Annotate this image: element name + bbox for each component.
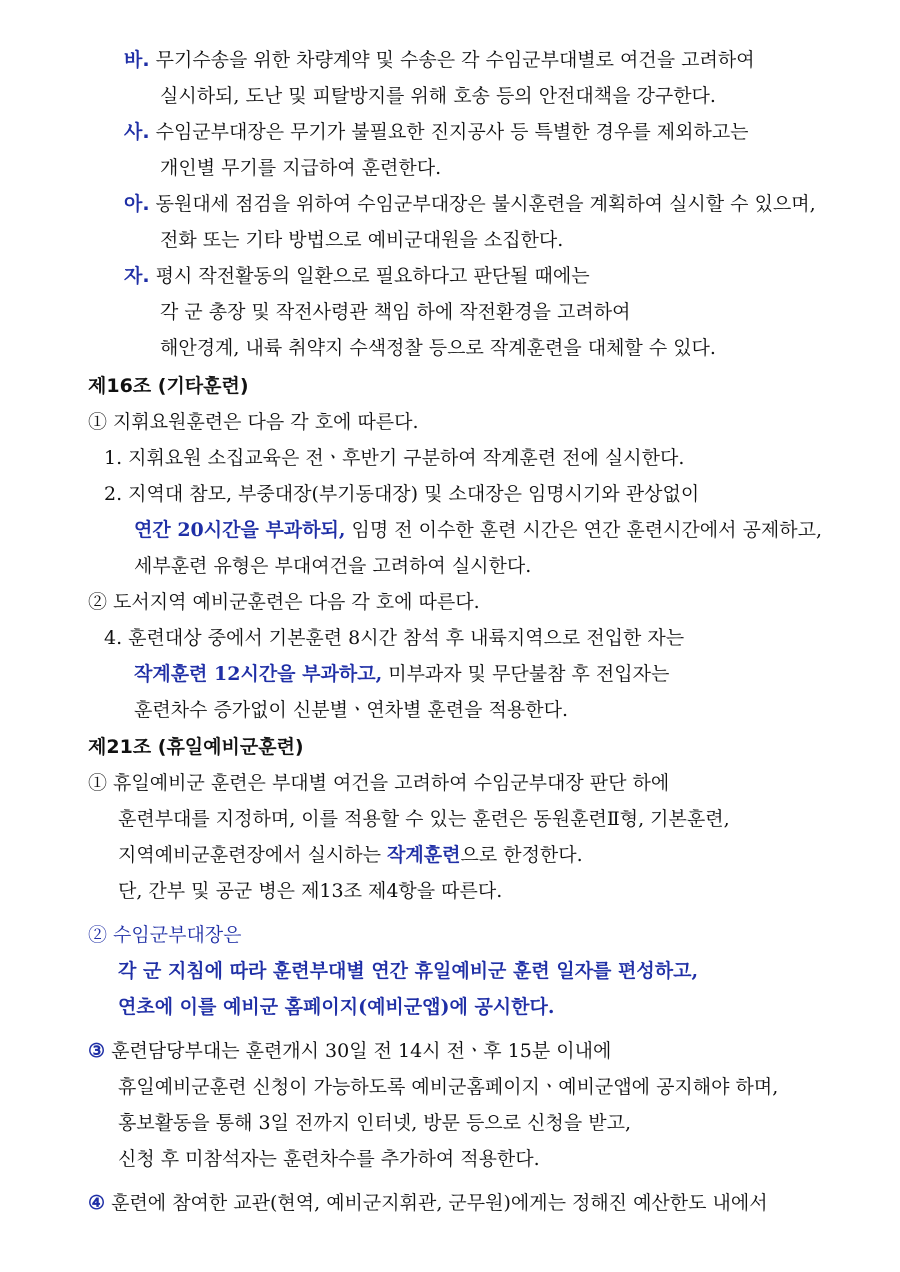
article-16-item2-line2 [134, 517, 822, 543]
highlight-12-hours: 작계훈련 12시간을 부과하고, [134, 663, 383, 685]
article-21-para1-line3 [118, 842, 583, 868]
item-sa-marker: 사. [124, 121, 150, 143]
article-21-para3-line1 [88, 1038, 611, 1064]
article-16-item2-line1: 2. 지역대 참모, 부중대장(부기동대장) 및 소대장은 임명시기와 관상없이 [104, 483, 700, 505]
item-sa-line1 [124, 119, 749, 145]
article-21-para3-line2: 휴일예비군훈련 신청이 가능하도록 예비군홈페이지ㆍ예비군앱에 공지해야 하며, [118, 1076, 779, 1098]
item-ja-line2: 각 군 총장 및 작전사령관 책임 하에 작전환경을 고려하여 [160, 301, 631, 323]
article-21-para4-line1 [88, 1190, 768, 1216]
item-ja-line1 [124, 263, 590, 289]
item-ba-line1 [124, 47, 755, 73]
article-16-item4-line2 [134, 661, 669, 687]
article-16-item2-line3: 세부훈련 유형은 부대여건을 고려하여 실시한다. [134, 555, 532, 577]
article-21-para1-line1: ① 휴일예비군 훈련은 부대별 여건을 고려하여 수임군부대장 판단 하에 [88, 772, 670, 794]
article-16-heading: 제16조 (기타훈련) [88, 375, 249, 397]
article-21-para4-marker: ④ [88, 1192, 106, 1214]
article-16-item4-line2-rest: 미부과자 및 무단불참 후 전입자는 [382, 663, 670, 685]
article-21-para1-line2: 훈련부대를 지정하며, 이를 적용할 수 있는 훈련은 동원훈련Ⅱ형, 기본훈련, [118, 808, 730, 830]
item-sa-text1: 수임군부대장은 무기가 불필요한 진지공사 등 특별한 경우를 제외하고는 [155, 121, 749, 143]
item-ba-line2: 실시하되, 도난 및 피탈방지를 위해 호송 등의 안전대책을 강구한다. [160, 85, 716, 107]
article-21-para3-marker: ③ [88, 1040, 106, 1062]
article-21-para2-line1: ② 수임군부대장은 [88, 924, 242, 946]
article-16-item1: 1. 지휘요원 소집교육은 전ㆍ후반기 구분하여 작계훈련 전에 실시한다. [104, 447, 685, 469]
item-a-line2: 전화 또는 기타 방법으로 예비군대원을 소집한다. [160, 229, 564, 251]
article-21-para3-text1: 훈련담당부대는 훈련개시 30일 전 14시 전ㆍ후 15분 이내에 [105, 1040, 612, 1062]
item-a-line1 [124, 191, 816, 217]
article-16-para2: ② 도서지역 예비군훈련은 다음 각 호에 따른다. [88, 591, 480, 613]
item-ba-text1: 무기수송을 위한 차량계약 및 수송은 각 수임군부대별로 여건을 고려하여 [155, 49, 755, 71]
article-16-item2-line2-rest: 임명 전 이수한 훈련 시간은 연간 훈련시간에서 공제하고, [345, 519, 822, 541]
article-21-para2-line2: 각 군 지침에 따라 훈련부대별 연간 휴일예비군 훈련 일자를 편성하고, [118, 960, 699, 982]
article-16-para1: ① 지휘요원훈련은 다음 각 호에 따른다. [88, 411, 419, 433]
article-21-para4-text1: 훈련에 참여한 교관(현역, 예비군지휘관, 군무원)에게는 정해진 예산한도 내에서 [105, 1192, 768, 1214]
item-ba-marker: 바. [124, 49, 150, 71]
item-ja-marker: 자. [124, 265, 150, 287]
item-ja-line3: 해안경계, 내륙 취약지 수색정찰 등으로 작계훈련을 대체할 수 있다. [160, 337, 716, 359]
article-21-para1-line4: 단, 간부 및 공군 병은 제13조 제4항을 따른다. [118, 880, 503, 902]
article-21-para1-line3-post: 으로 한정한다. [460, 844, 583, 866]
article-21-para1-line3-pre: 지역예비군훈련장에서 실시하는 [118, 844, 388, 866]
item-a-marker: 아. [124, 193, 150, 215]
article-21-heading: 제21조 (휴일예비군훈련) [88, 736, 304, 758]
article-16-item4-line3: 훈련차수 증가없이 신분별ㆍ연차별 훈련을 적용한다. [134, 699, 568, 721]
article-21-para2-line3: 연초에 이를 예비군 홈페이지(예비군앱)에 공시한다. [118, 996, 555, 1018]
highlight-20-hours: 연간 20시간을 부과하되, [134, 519, 346, 541]
article-16-item4-line1: 4. 훈련대상 중에서 기본훈련 8시간 참석 후 내륙지역으로 전입한 자는 [104, 627, 685, 649]
item-ja-text1: 평시 작전활동의 일환으로 필요하다고 판단될 때에는 [155, 265, 590, 287]
article-21-para3-line4: 신청 후 미참석자는 훈련차수를 추가하여 적용한다. [118, 1148, 540, 1170]
item-sa-line2: 개인별 무기를 지급하여 훈련한다. [160, 157, 442, 179]
highlight-operation-training: 작계훈련 [387, 844, 461, 866]
item-a-text1: 동원대세 점검을 위하여 수임군부대장은 불시훈련을 계획하여 실시할 수 있으며, [155, 193, 816, 215]
article-21-para3-line3: 홍보활동을 통해 3일 전까지 인터넷, 방문 등으로 신청을 받고, [118, 1112, 631, 1134]
